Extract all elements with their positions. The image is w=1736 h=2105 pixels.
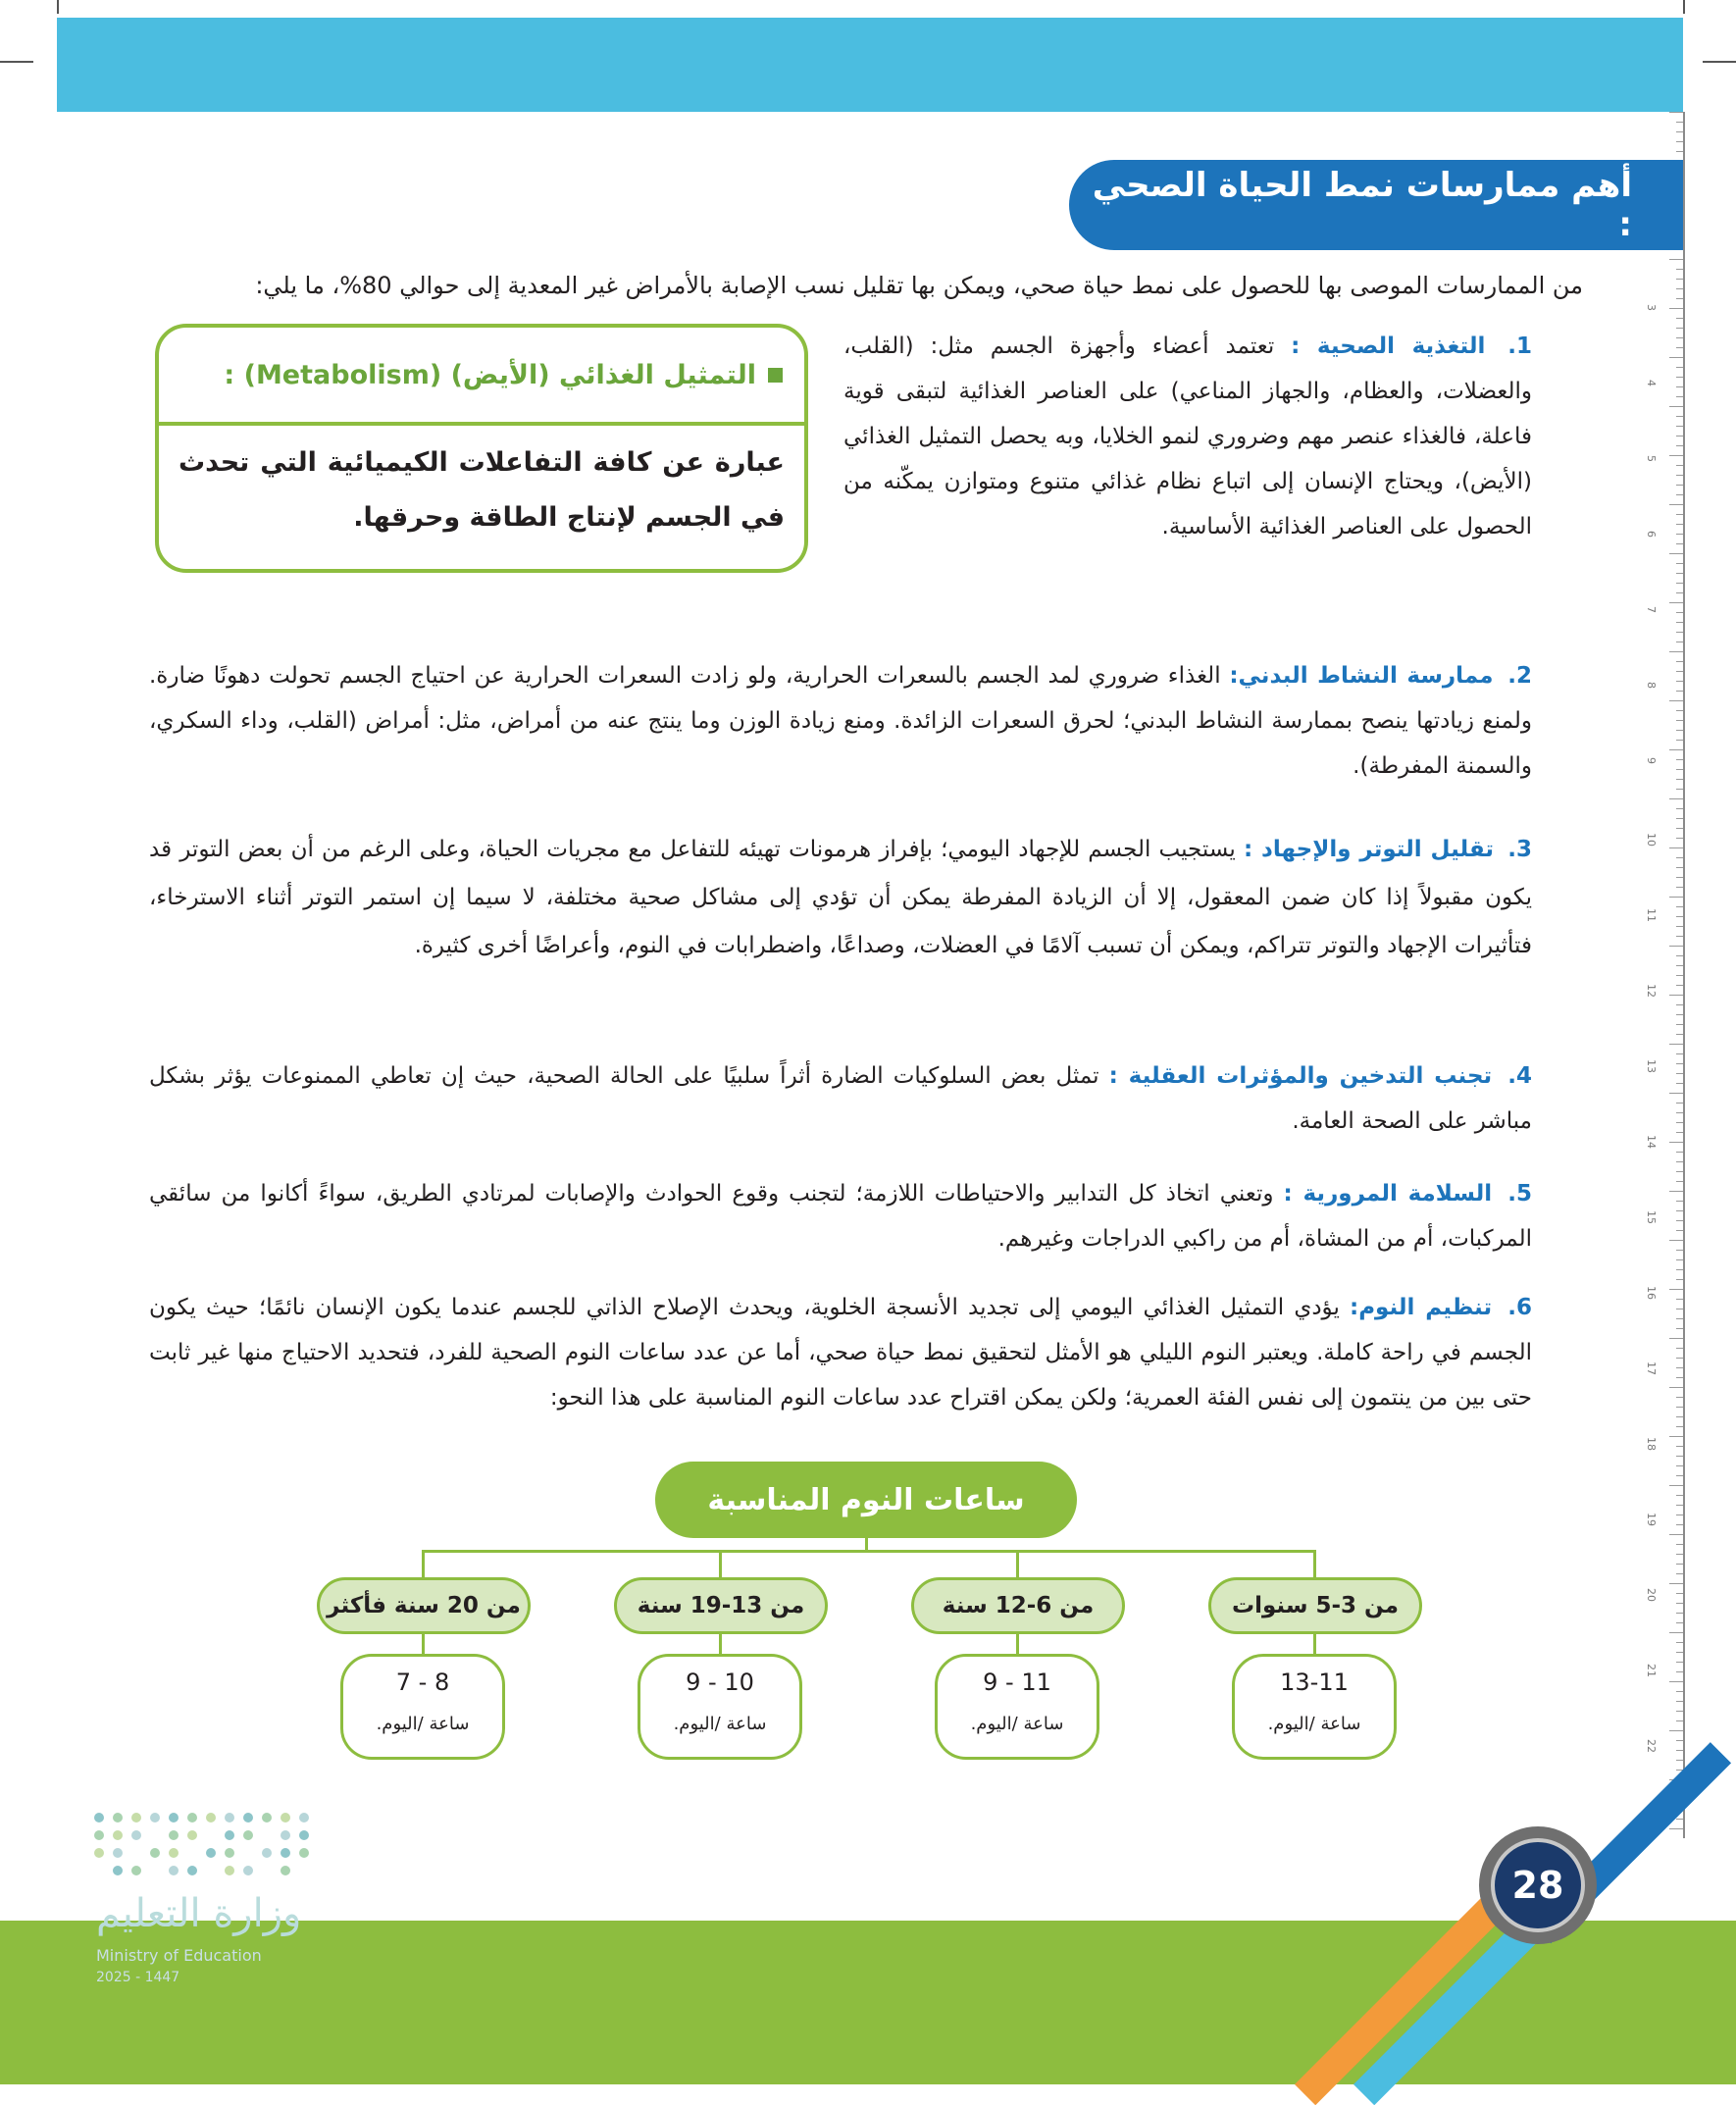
logo-dot xyxy=(299,1813,309,1823)
ruler-tick xyxy=(1676,1112,1683,1113)
ruler-tick xyxy=(1676,1397,1683,1398)
ruler-tick xyxy=(1676,1564,1683,1565)
ruler-tick xyxy=(1669,112,1683,113)
ruler-tick xyxy=(1669,651,1683,652)
ruler-number: 7 xyxy=(1645,606,1658,613)
page-number-badge xyxy=(1479,1826,1597,1944)
sleep-hours-card xyxy=(1232,1654,1397,1760)
ruler-tick xyxy=(1669,1191,1683,1192)
ruler-tick xyxy=(1676,1603,1683,1604)
ruler-tick xyxy=(1676,1554,1683,1555)
ruler-tick xyxy=(1669,1044,1683,1045)
ruler-tick xyxy=(1669,1436,1683,1437)
item-heading: ممارسة النشاط البدني: xyxy=(1229,663,1494,689)
ruler-tick xyxy=(1669,995,1683,996)
logo-dot xyxy=(131,1866,141,1875)
ruler-tick xyxy=(1676,1083,1683,1084)
ruler-tick xyxy=(1676,1475,1683,1476)
item-heading: التغذية الصحية : xyxy=(1291,334,1486,359)
ruler-tick xyxy=(1669,1387,1683,1388)
ruler-tick xyxy=(1676,377,1683,378)
ruler-tick xyxy=(1669,1338,1683,1339)
ruler-tick xyxy=(1676,681,1683,682)
ruler-tick xyxy=(1676,534,1683,535)
crop-mark xyxy=(0,61,33,63)
ruler-tick xyxy=(1676,632,1683,633)
ruler-tick xyxy=(1676,1024,1683,1025)
logo-dot xyxy=(94,1830,104,1840)
ruler-tick xyxy=(1669,308,1683,309)
item-heading: السلامة المرورية : xyxy=(1283,1181,1493,1207)
logo-dot xyxy=(206,1848,216,1858)
ruler-tick xyxy=(1676,445,1683,446)
logo-dot xyxy=(281,1866,290,1875)
ruler-tick xyxy=(1669,749,1683,750)
ruler-tick xyxy=(1669,357,1683,358)
ruler-tick xyxy=(1676,926,1683,927)
logo-dot xyxy=(113,1830,123,1840)
sleep-hours-value: 13-11 xyxy=(1280,1669,1349,1696)
ruler-tick xyxy=(1676,1407,1683,1408)
sleep-hours-value: 9 - 10 xyxy=(686,1669,754,1696)
sleep-hours-card xyxy=(935,1654,1099,1760)
item-text: تعتمد أعضاء وأجهزة الجسم مثل: (القلب، والعضلات، والعظام، والجهاز المناعي) على العناصر الغذائية لتبقى قوية فاعلة، فالغذاء عنصر مهم وضروري لنمو الخلايا، وبه يحصل التمثيل الغذائي (الأيض)، ويحتاج الإنسان إلى اتباع نظام غذائي متنوع ومتوازن يمكّنه من الحصول على العناصر الغذائية الأساسية. xyxy=(843,334,1532,539)
ruler-tick xyxy=(1676,975,1683,976)
sleep-hours-unit: ساعة /اليوم. xyxy=(376,1714,470,1734)
ruler-tick xyxy=(1676,131,1683,132)
ruler-tick xyxy=(1669,259,1683,260)
ruler-tick xyxy=(1676,1750,1683,1751)
ruler-tick xyxy=(1676,592,1683,593)
logo-arabic-text: وزارة التعليم xyxy=(96,1891,302,1936)
ruler-number: 22 xyxy=(1645,1739,1658,1753)
ruler-tick xyxy=(1676,1691,1683,1692)
sleep-hours-unit: ساعة /اليوم. xyxy=(673,1714,767,1734)
ruler-tick xyxy=(1676,396,1683,397)
logo-dot xyxy=(225,1813,234,1823)
ruler-tick xyxy=(1676,740,1683,741)
ruler-tick xyxy=(1676,808,1683,809)
ruler-number: 20 xyxy=(1645,1588,1658,1602)
ruler-tick xyxy=(1676,1416,1683,1417)
ruler-tick xyxy=(1676,328,1683,329)
list-item xyxy=(149,653,1532,789)
ruler-number: 10 xyxy=(1645,833,1658,847)
tree-connector xyxy=(1016,1634,1019,1654)
ruler-tick xyxy=(1676,1201,1683,1202)
logo-dot xyxy=(113,1866,123,1875)
item-number: 5. xyxy=(1507,1181,1533,1207)
ruler-tick xyxy=(1676,710,1683,711)
logo-dot xyxy=(299,1830,309,1840)
ruler-tick xyxy=(1669,1485,1683,1486)
ruler-tick xyxy=(1676,583,1683,584)
crop-mark xyxy=(57,0,59,14)
section-title-text: أهم ممارسات نمط الحياة الصحي : xyxy=(1092,166,1632,244)
ruler-tick xyxy=(1676,1103,1683,1104)
definition-box xyxy=(155,324,808,573)
ruler-tick xyxy=(1676,1328,1683,1329)
ruler-tick xyxy=(1669,1142,1683,1143)
ruler-tick xyxy=(1676,1446,1683,1447)
logo-dot xyxy=(131,1813,141,1823)
sleep-hours-unit: ساعة /اليوم. xyxy=(1267,1714,1361,1734)
ruler-number: 18 xyxy=(1645,1437,1658,1451)
ruler-tick xyxy=(1669,1681,1683,1682)
ruler-tick xyxy=(1676,1279,1683,1280)
ruler-tick xyxy=(1676,661,1683,662)
sleep-hours-value: 9 - 11 xyxy=(983,1669,1051,1696)
logo-dot xyxy=(187,1866,197,1875)
logo-dot xyxy=(299,1848,309,1858)
ruler-tick xyxy=(1676,887,1683,888)
ruler-tick xyxy=(1676,985,1683,986)
ruler-tick xyxy=(1676,671,1683,672)
ruler-tick xyxy=(1676,1014,1683,1015)
ruler-tick xyxy=(1676,1642,1683,1643)
ruler-tick xyxy=(1676,857,1683,858)
definition-body: عبارة عن كافة التفاعلات الكيميائية التي تحدث في الجسم لإنتاج الطاقة وحرقها. xyxy=(179,447,785,533)
ruler-tick xyxy=(1669,602,1683,603)
ruler-tick xyxy=(1676,386,1683,387)
section-title xyxy=(1069,160,1683,250)
ruler-tick xyxy=(1669,700,1683,701)
ruler-number: 12 xyxy=(1645,984,1658,998)
ruler-tick xyxy=(1676,318,1683,319)
ruler-tick xyxy=(1676,475,1683,476)
ruler-tick xyxy=(1676,1711,1683,1712)
ruler-number: 4 xyxy=(1645,380,1658,386)
ruler-tick xyxy=(1676,1063,1683,1064)
ruler-tick xyxy=(1676,1544,1683,1545)
ruler-tick xyxy=(1676,1652,1683,1653)
ruler-tick xyxy=(1676,573,1683,574)
logo-dot xyxy=(243,1813,253,1823)
ruler-tick xyxy=(1676,1034,1683,1035)
ruler-tick xyxy=(1669,847,1683,848)
tree-connector xyxy=(422,1550,425,1577)
ruler-tick xyxy=(1676,1613,1683,1614)
tree-connector xyxy=(719,1634,722,1654)
ruler-tick xyxy=(1676,1495,1683,1496)
ruler-tick xyxy=(1676,1053,1683,1054)
ruler-tick xyxy=(1676,789,1683,790)
ruler-tick xyxy=(1676,1210,1683,1211)
item-text: الغذاء ضروري لمد الجسم بالسعرات الحرارية، ولو زادت السعرات الحرارية عن احتياج الجسم تحولت دهونًا ضارة. ولمنع زيادتها ينصح بممارسة النشاط البدني؛ لحرق السعرات الزائدة. ومنع زيادة الوزن وما ينتج عنه من أمراض، مثل: أمراض (القلب، وداء السكري، والسمنة المفرطة). xyxy=(149,663,1532,779)
item-heading: تقليل التوتر والإجهاد : xyxy=(1243,837,1495,862)
ruler-tick xyxy=(1676,494,1683,495)
crop-mark xyxy=(1683,0,1685,14)
ruler-tick xyxy=(1676,1671,1683,1672)
tree-connector xyxy=(1313,1550,1316,1577)
ruler-tick xyxy=(1669,1289,1683,1290)
logo-dot xyxy=(113,1813,123,1823)
ruler-tick xyxy=(1676,1505,1683,1506)
ruler-tick xyxy=(1676,1073,1683,1074)
item-heading: تجنب التدخين والمؤثرات العقلية : xyxy=(1108,1063,1493,1089)
ruler-tick xyxy=(1669,1583,1683,1584)
ruler-tick xyxy=(1676,1593,1683,1594)
ruler-line xyxy=(1683,112,1685,1838)
ruler-tick xyxy=(1676,514,1683,515)
ruler-tick xyxy=(1676,1367,1683,1368)
ruler-tick xyxy=(1669,1093,1683,1094)
ruler-tick xyxy=(1676,691,1683,692)
logo-dot xyxy=(281,1830,290,1840)
ruler-number: 6 xyxy=(1645,531,1658,538)
logo-dot xyxy=(225,1866,234,1875)
ruler-tick xyxy=(1676,1622,1683,1623)
ruler-tick xyxy=(1676,416,1683,417)
tree-connector xyxy=(1313,1634,1316,1654)
ruler-tick xyxy=(1669,798,1683,799)
ruler-tick xyxy=(1676,769,1683,770)
ruler-tick xyxy=(1676,1426,1683,1427)
logo-dot xyxy=(169,1830,179,1840)
ruler-tick xyxy=(1676,906,1683,907)
ruler-tick xyxy=(1676,1171,1683,1172)
ruler-number: 17 xyxy=(1645,1361,1658,1375)
logo-dot xyxy=(150,1848,160,1858)
ruler-tick xyxy=(1669,1828,1683,1829)
ruler-tick xyxy=(1676,779,1683,780)
age-group: من 3-5 سنوات xyxy=(1208,1577,1422,1634)
logo-dot xyxy=(262,1813,272,1823)
ruler-tick xyxy=(1676,337,1683,338)
sleep-tree-title-text: ساعات النوم المناسبة xyxy=(707,1482,1025,1517)
item-number: 1. xyxy=(1507,334,1533,359)
ruler-tick xyxy=(1676,151,1683,152)
ruler-tick xyxy=(1676,563,1683,564)
ruler-tick xyxy=(1676,367,1683,368)
ruler-tick xyxy=(1676,838,1683,839)
item-number: 3. xyxy=(1507,837,1533,862)
intro-paragraph: من الممارسات الموصى بها للحصول على نمط حياة صحي، ويمكن بها تقليل نسب الإصابة بالأمراض غير المعدية إلى حوالي 80%، ما يلي: xyxy=(255,272,1583,299)
top-color-band xyxy=(57,18,1683,112)
ruler-tick xyxy=(1676,298,1683,299)
ruler-number: 8 xyxy=(1645,682,1658,689)
ruler-tick xyxy=(1676,1269,1683,1270)
logo-dot xyxy=(94,1848,104,1858)
age-group: من 13-19 سنة xyxy=(614,1577,828,1634)
ruler-tick xyxy=(1676,828,1683,829)
ruler-tick xyxy=(1669,504,1683,505)
logo-dot xyxy=(169,1813,179,1823)
sleep-hours-unit: ساعة /اليوم. xyxy=(970,1714,1064,1734)
logo-dot xyxy=(243,1866,253,1875)
ruler-tick xyxy=(1676,867,1683,868)
ruler-tick xyxy=(1676,288,1683,289)
ruler-tick xyxy=(1676,1152,1683,1153)
sleep-tree-title xyxy=(655,1462,1077,1538)
ruler-tick xyxy=(1676,1181,1683,1182)
ruler-tick xyxy=(1676,1377,1683,1378)
ruler-tick xyxy=(1676,1259,1683,1260)
side-ruler xyxy=(1644,112,1683,1838)
ruler-tick xyxy=(1676,347,1683,348)
logo-dot xyxy=(169,1866,179,1875)
ruler-tick xyxy=(1676,1701,1683,1702)
ruler-tick xyxy=(1676,1220,1683,1221)
ruler-tick xyxy=(1676,1760,1683,1761)
ruler-number: 11 xyxy=(1645,908,1658,922)
ruler-tick xyxy=(1676,1132,1683,1133)
ruler-tick xyxy=(1676,1161,1683,1162)
ruler-tick xyxy=(1676,1456,1683,1457)
ruler-tick xyxy=(1676,955,1683,956)
logo-dot xyxy=(225,1830,234,1840)
list-item xyxy=(149,826,1532,970)
ruler-tick xyxy=(1676,1819,1683,1820)
tree-connector xyxy=(422,1634,425,1654)
item-number: 4. xyxy=(1507,1063,1533,1089)
tree-connector xyxy=(1016,1550,1019,1577)
tree-connector xyxy=(422,1550,1314,1553)
ruler-tick xyxy=(1676,543,1683,544)
ruler-tick xyxy=(1676,877,1683,878)
ruler-tick xyxy=(1676,622,1683,623)
page-number: 28 xyxy=(1491,1838,1585,1932)
ruler-number: 16 xyxy=(1645,1286,1658,1300)
ruler-tick xyxy=(1676,279,1683,280)
ruler-tick xyxy=(1669,455,1683,456)
ruler-number: 13 xyxy=(1645,1059,1658,1073)
item-heading: تنظيم النوم: xyxy=(1350,1295,1493,1320)
ruler-tick xyxy=(1676,730,1683,731)
logo-dot xyxy=(169,1848,179,1858)
logo-english-text: Ministry of Education xyxy=(96,1946,262,1965)
logo-dot xyxy=(94,1813,104,1823)
ruler-tick xyxy=(1676,1318,1683,1319)
ruler-number: 9 xyxy=(1645,757,1658,764)
list-item xyxy=(149,1171,1532,1261)
ruler-number: 21 xyxy=(1645,1664,1658,1677)
logo-dot xyxy=(187,1813,197,1823)
ruler-tick xyxy=(1676,1348,1683,1349)
ruler-tick xyxy=(1676,965,1683,966)
ruler-tick xyxy=(1676,1358,1683,1359)
ruler-tick xyxy=(1676,1004,1683,1005)
definition-title: التمثيل الغذائي (الأيض) (Metabolism) : xyxy=(224,359,756,390)
logo-dot xyxy=(262,1848,272,1858)
ruler-tick xyxy=(1676,1299,1683,1300)
definition-box-header xyxy=(159,328,804,426)
ruler-tick xyxy=(1669,946,1683,947)
ruler-tick xyxy=(1676,916,1683,917)
ruler-tick xyxy=(1676,1122,1683,1123)
ruler-tick xyxy=(1676,269,1683,270)
list-item xyxy=(149,1285,1532,1420)
crop-mark xyxy=(1703,61,1736,63)
item-text: يستجيب الجسم للإجهاد اليومي؛ بإفراز هرمونات تهيئه للتفاعل مع مجريات الحياة، وعلى الرغم من أن بعض التوتر قد يكون مقبولاً إذا كان ضمن المعقول، إلا أن الزيادة المفرطة يمكن أن تؤدي إلى مشاكل صحية مختلفة، لا سيما إن استمر التوتر أثناء الاسترخاء، فتأثيرات الإجهاد والتوتر تتراكم، ويمكن أن تسبب آلامًا في العضلات، وصداعًا، واضطرابات في النوم، وأعراضًا أخرى كثيرة. xyxy=(149,837,1532,958)
square-bullet-icon xyxy=(768,368,783,383)
ruler-tick xyxy=(1676,122,1683,123)
logo-dot xyxy=(281,1848,290,1858)
logo-dot xyxy=(206,1813,216,1823)
ruler-tick xyxy=(1669,406,1683,407)
ruler-tick xyxy=(1676,1740,1683,1741)
ruler-tick xyxy=(1676,1230,1683,1231)
ruler-tick xyxy=(1676,720,1683,721)
ruler-tick xyxy=(1669,897,1683,898)
ruler-number: 5 xyxy=(1645,455,1658,462)
ruler-number: 15 xyxy=(1645,1210,1658,1224)
ruler-tick xyxy=(1676,426,1683,427)
item-number: 2. xyxy=(1507,663,1532,689)
age-group: من 20 سنة فأكثر xyxy=(317,1577,531,1634)
ruler-tick xyxy=(1669,553,1683,554)
logo-dot xyxy=(131,1830,141,1840)
ruler-tick xyxy=(1676,465,1683,466)
ruler-tick xyxy=(1669,1240,1683,1241)
logo-dot xyxy=(187,1830,197,1840)
ruler-tick xyxy=(1669,1632,1683,1633)
ruler-tick xyxy=(1676,612,1683,613)
ruler-number: 14 xyxy=(1645,1135,1658,1149)
logo-dot xyxy=(113,1848,123,1858)
ruler-tick xyxy=(1676,485,1683,486)
ruler-tick xyxy=(1676,1524,1683,1525)
ruler-tick xyxy=(1676,1250,1683,1251)
ruler-tick xyxy=(1669,1730,1683,1731)
item-number: 6. xyxy=(1507,1295,1533,1320)
logo-dot xyxy=(150,1813,160,1823)
ruler-tick xyxy=(1676,1465,1683,1466)
ruler-tick xyxy=(1676,524,1683,525)
logo-year: 2025 - 1447 xyxy=(96,1970,180,1985)
ruler-tick xyxy=(1669,1534,1683,1535)
logo-dot xyxy=(281,1813,290,1823)
item-text: تمثل بعض السلوكيات الضارة أثراً سلبيًا على الحالة الصحية، حيث إن تعاطي الممنوعات يؤثر بشكل مباشر على الصحة العامة. xyxy=(149,1063,1532,1134)
list-item xyxy=(843,324,1532,549)
sleep-hours-card xyxy=(340,1654,505,1760)
ruler-tick xyxy=(1676,1573,1683,1574)
ruler-tick xyxy=(1676,936,1683,937)
ruler-tick xyxy=(1676,1720,1683,1721)
ruler-tick xyxy=(1676,1662,1683,1663)
tree-connector xyxy=(719,1550,722,1577)
age-group: من 6-12 سنة xyxy=(911,1577,1125,1634)
ruler-tick xyxy=(1676,818,1683,819)
sleep-hours-card xyxy=(638,1654,802,1760)
logo-dot xyxy=(243,1830,253,1840)
item-text: وتعني اتخاذ كل التدابير والاحتياطات اللازمة؛ لتجنب وقوع الحوادث والإصابات لمرتادي الطريق، سواءً أكانوا من سائقي المركبات، أم من المشاة، أم من راكبي الدراجات وغيرهم. xyxy=(149,1181,1532,1252)
ruler-tick xyxy=(1676,141,1683,142)
ruler-number: 3 xyxy=(1645,304,1658,311)
sleep-hours-value: 7 - 8 xyxy=(395,1669,450,1696)
item-text: يؤدي التمثيل الغذائي اليومي إلى تجديد الأنسجة الخلوية، ويحدث الإصلاح الذاتي للجسم عندما يكون الإنسان نائمًا؛ حيث يكون الجسم في راحة كاملة. ويعتبر النوم الليلي هو الأمثل لتحقيق نمط حياة صحي، أما عن عدد ساعات النوم الصحية للفرد، فتحديد الاحتياج منها غير ثابت حتى بين من ينتمون إلى نفس الفئة العمرية؛ ولكن يمكن اقتراح عدد ساعات النوم المناسبة على هذا النحو: xyxy=(149,1295,1532,1411)
ruler-number: 19 xyxy=(1645,1513,1658,1526)
list-item xyxy=(149,1053,1532,1144)
logo-dot xyxy=(225,1848,234,1858)
ruler-tick xyxy=(1676,759,1683,760)
